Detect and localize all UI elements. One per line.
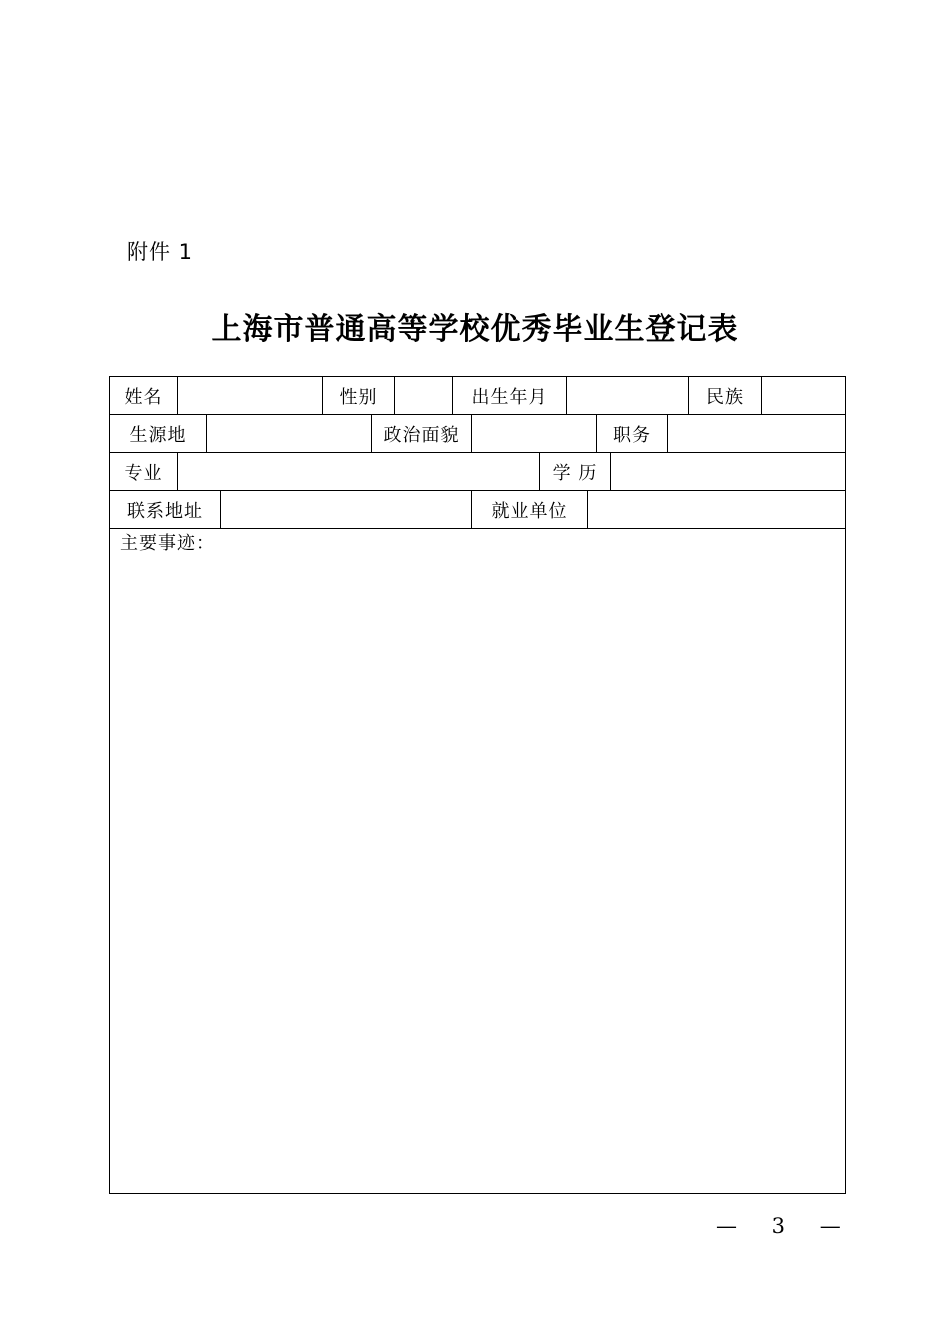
address-label: 联系地址 xyxy=(127,500,203,522)
political-status-label: 政治面貌 xyxy=(371,415,471,452)
registration-form xyxy=(109,376,846,1194)
main-deeds-field[interactable] xyxy=(110,529,845,1193)
origin-label: 生源地 xyxy=(129,424,187,446)
employer-label: 就业单位 xyxy=(471,491,587,528)
political-status-field[interactable] xyxy=(471,415,596,452)
name-field[interactable] xyxy=(177,377,322,414)
address-field[interactable] xyxy=(220,491,471,528)
form-row-origin xyxy=(110,415,845,453)
birth-date-field[interactable] xyxy=(566,377,688,414)
form-row-major xyxy=(110,453,845,491)
origin-field[interactable] xyxy=(206,415,371,452)
gender-label: 性别 xyxy=(322,377,394,414)
name-label: 姓名 xyxy=(124,386,163,408)
form-title: 上海市普通高等学校优秀毕业生登记表 xyxy=(211,312,739,347)
major-field[interactable] xyxy=(177,453,539,490)
education-field[interactable] xyxy=(610,453,846,490)
position-label: 职务 xyxy=(596,415,667,452)
major-label: 专业 xyxy=(124,462,163,484)
education-label: 学 历 xyxy=(539,453,610,490)
employer-field[interactable] xyxy=(587,491,846,528)
page-number: — 3 — xyxy=(716,1214,855,1238)
ethnicity-label: 民族 xyxy=(688,377,761,414)
ethnicity-field[interactable] xyxy=(761,377,846,414)
form-row-contact xyxy=(110,491,845,529)
form-row-basic-info xyxy=(110,377,845,415)
birth-date-label: 出生年月 xyxy=(452,377,566,414)
attachment-label: 附件 1 xyxy=(127,240,194,264)
position-field[interactable] xyxy=(667,415,846,452)
gender-field[interactable] xyxy=(394,377,452,414)
main-deeds-label: 主要事迹： xyxy=(120,533,215,554)
